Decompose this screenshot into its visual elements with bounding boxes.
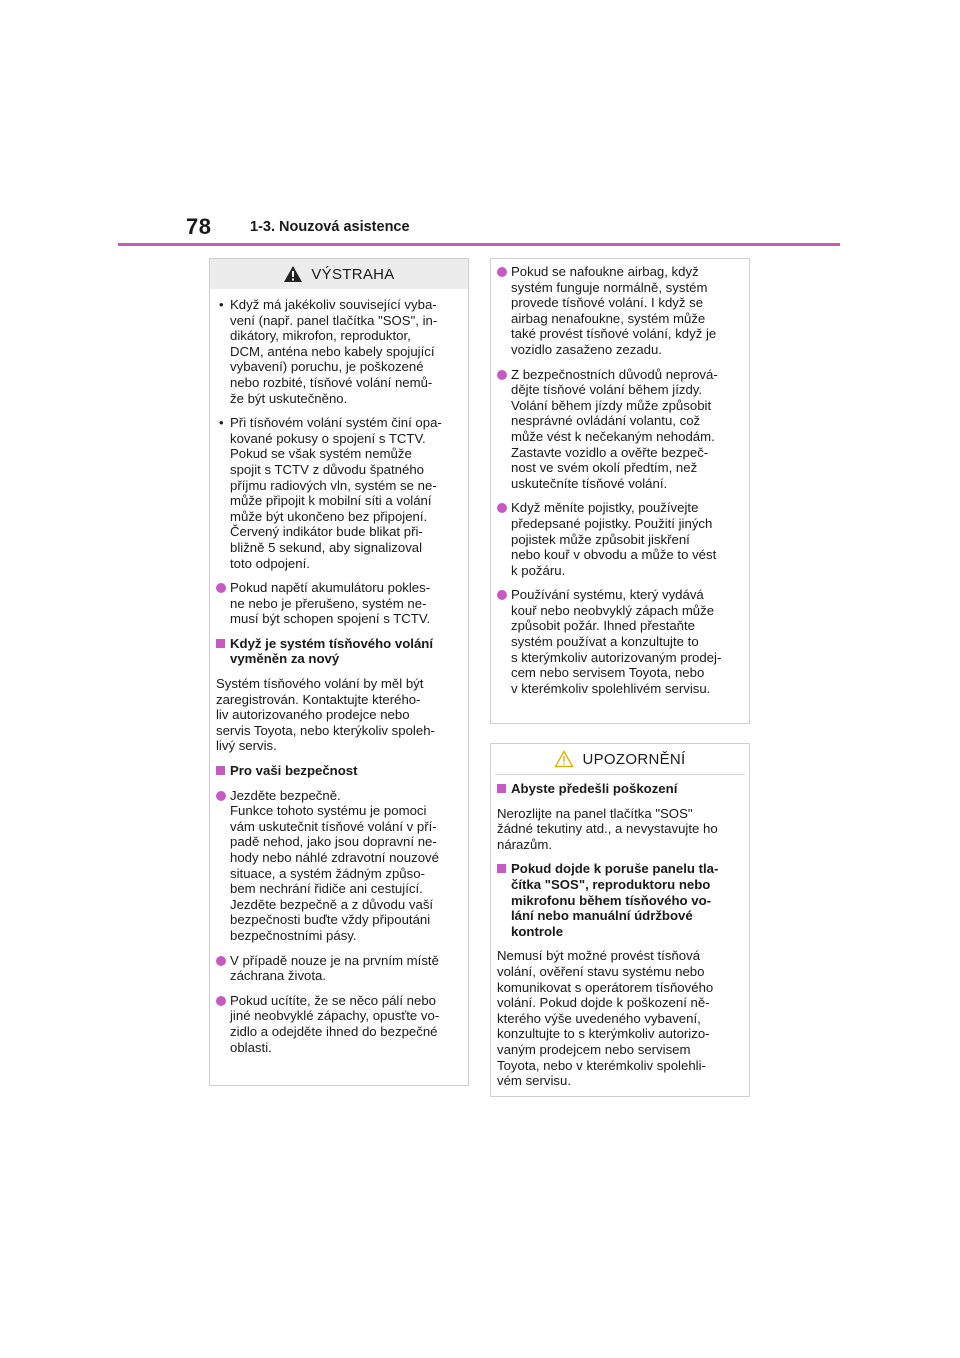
item-text: Když měníte pojistky, používejte předepsané pojistky. Použití jiných pojistek může způsobit jiskření nebo kouř v obvodu a může to vést k požáru. bbox=[511, 500, 717, 578]
paragraph: Nemusí být možné provést tísňová volání, ověření stavu systému nebo komunikovat s operátorem tísňového volání. Pokud dojde k poškození ně- kterého výše uvedeného vybavení, konzultujte to s kterýmkoliv autorizo- vaným prodejcem nebo servisem Toyota, nebo v kterémkoliv spolehli- vém servisu. bbox=[497, 948, 714, 1089]
warning-box-title: VÝSTRAHA bbox=[311, 265, 395, 283]
square-bullet-icon bbox=[497, 861, 511, 939]
circle-bullet-icon bbox=[216, 953, 230, 984]
square-bullet-icon bbox=[216, 636, 230, 667]
circle-bullet-icon bbox=[497, 367, 511, 492]
caution-box bbox=[490, 743, 750, 1097]
list-item bbox=[216, 953, 460, 984]
subheading-item bbox=[497, 781, 741, 797]
list-item bbox=[216, 297, 460, 406]
caution-box-title: UPOZORNĚNÍ bbox=[582, 750, 686, 768]
paragraph: Systém tísňového volání by měl být zaregistrován. Kontaktujte kterého- liv autorizovaného prodejce nebo servis Toyota, nebo kterýkoliv spoleh- livý servis. bbox=[216, 676, 435, 754]
list-item bbox=[497, 264, 741, 358]
warning-box-header bbox=[210, 259, 468, 289]
item-text: Pro vaši bezpečnost bbox=[230, 763, 358, 779]
item-text: Když je systém tísňového volání vyměněn za nový bbox=[230, 635, 434, 667]
circle-bullet-icon bbox=[216, 993, 230, 1055]
item-text: Abyste předešli poškození bbox=[511, 781, 678, 796]
list-item bbox=[497, 587, 741, 696]
warning-continued-body bbox=[491, 259, 749, 711]
subheading-item bbox=[497, 861, 741, 939]
item-text: Pokud ucítíte, že se něco pálí nebo jiné neobvyklé zápachy, opusťte vo- zidlo a odejděte ihned do bezpečné oblasti. bbox=[230, 992, 440, 1055]
circle-bullet-icon bbox=[216, 788, 230, 944]
square-bullet-icon bbox=[497, 781, 511, 797]
bullet-icon: • bbox=[219, 297, 224, 312]
warning-box bbox=[209, 258, 469, 1086]
subheading-item bbox=[216, 763, 460, 779]
subheading-item bbox=[216, 636, 460, 667]
item-text: Při tísňovém volání systém činí opa- kované pokusy o spojení s TCTV. Pokud se však systém nemůže spojit s TCTV z důvodu špatného příjmu radiových vln, systém se ne- může připojit k mobilní síti a volání může být ukončeno bez připojení. Červený indikátor bude blikat při- bližně 5 sekund, aby signalizoval toto odpojení. bbox=[230, 415, 442, 571]
list-item bbox=[216, 993, 460, 1055]
square-bullet-icon bbox=[216, 763, 230, 779]
warning-box-body bbox=[210, 289, 468, 1070]
caution-triangle-icon bbox=[554, 750, 574, 768]
paragraph: Nerozlijte na panel tlačítka "SOS" žádné tekutiny atd., a nevystavujte ho nárazům. bbox=[497, 805, 718, 852]
caution-box-body bbox=[491, 775, 749, 1104]
page-number: 78 bbox=[186, 214, 212, 239]
item-text: Pokud dojde k poruše panelu tla- čítka "SOS", reproduktoru nebo mikrofonu během tísňového vo- lání nebo manuální údržbové kontrole bbox=[511, 861, 719, 939]
item-text: Používání systému, který vydává kouř nebo neobvyklý zápach může způsobit požár. Ihned přestaňte systém používat a konzultujte to s kterýmkoliv autorizovaným prodej- cem nebo servisem Toyota, nebo v kterémkoliv spolehlivém servisu. bbox=[511, 587, 722, 696]
list-item bbox=[497, 500, 741, 578]
item-text: Pokud napětí akumulátoru pokles- ne nebo je přerušeno, systém ne- musí být schopen spojení s TCTV. bbox=[230, 580, 431, 627]
list-item bbox=[216, 788, 460, 944]
item-text: Jezděte bezpečně. Funkce tohoto systému je pomoci vám uskutečnit tísňové volání v pří- padě nehod, jako jsou dopravní ne- hody nebo náhlé zdravotní nouzové situace, a systém žádným způso- bem nechrání řidiče ani cestující. Jezděte bezpečně a z důvodu vaší bezpečnosti buďte vždy připoutáni bezpečnostními pásy. bbox=[230, 787, 439, 943]
circle-bullet-icon bbox=[216, 580, 230, 627]
list-item bbox=[216, 415, 460, 571]
warning-triangle-icon bbox=[283, 265, 303, 283]
list-item bbox=[216, 580, 460, 627]
item-text: Když má jakékoliv související vyba- vení (např. panel tlačítka "SOS", in- dikátory, mikrofon, reproduktor, DCM, anténa nebo kabely spojující vybavení) poruchu, je poškozené nebo rozbité, tísňové volání nemů- že být uskutečněno. bbox=[230, 297, 438, 406]
header-rule bbox=[118, 243, 840, 246]
bullet-icon: • bbox=[219, 415, 224, 431]
item-text: V případě nouze je na prvním místě záchrana života. bbox=[230, 952, 439, 984]
caution-box-header bbox=[495, 744, 745, 775]
warning-box-continued bbox=[490, 258, 750, 724]
circle-bullet-icon bbox=[497, 500, 511, 578]
circle-bullet-icon bbox=[497, 264, 511, 358]
page-header bbox=[0, 0, 960, 250]
section-title: 1-3. Nouzová asistence bbox=[250, 219, 410, 235]
circle-bullet-icon bbox=[497, 587, 511, 696]
item-text: Pokud se nafoukne airbag, když systém funguje normálně, systém provede tísňové volání. I když se airbag nenafoukne, systém může také provést tísňové volání, když je vozidlo zasaženo zezadu. bbox=[511, 264, 717, 357]
list-item bbox=[497, 367, 741, 492]
item-text: Z bezpečnostních důvodů neprová- dějte tísňové volání během jízdy. Volání během jízdy může způsobit nesprávné ovládání volantu, což může vést k nečekaným nehodám. Zastavte vozidlo a ověřte bezpeč- nost ve svém okolí předtím, než uskutečníte tísňové volání. bbox=[511, 366, 718, 491]
